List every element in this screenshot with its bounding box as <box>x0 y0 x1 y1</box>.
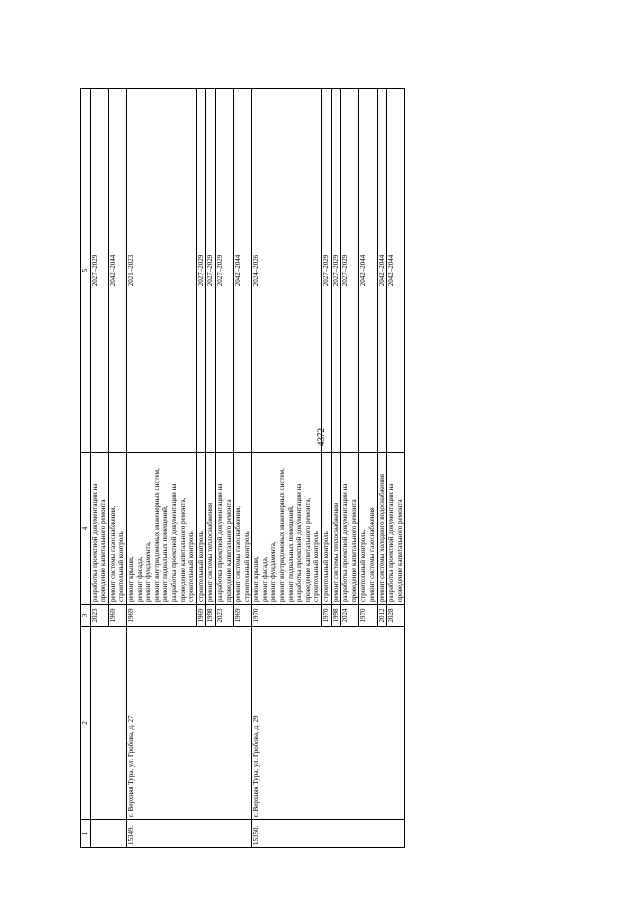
year-cell: 1969 <box>196 605 206 627</box>
work-cell <box>341 453 359 605</box>
period-cell: 2042–2044 <box>377 89 387 453</box>
year-cell: 2012 <box>377 605 387 627</box>
work-line: ремонт системы холодного водоснабжения <box>377 474 386 602</box>
work-cell <box>331 453 341 605</box>
period-cell: 2027–2029 <box>206 89 216 453</box>
work-line: разработка проектной документации на <box>169 483 178 602</box>
period-cell: 2024–2026 <box>252 89 322 453</box>
work-cell <box>90 453 108 605</box>
table-row <box>126 89 196 848</box>
work-line: ремонт внутридомовых инженерных систем, <box>152 468 161 602</box>
work-line: строительный контроль <box>242 531 251 602</box>
period-cell: 2042–2044 <box>234 89 252 453</box>
work-line: ремонт фасада, <box>260 556 269 602</box>
table-row <box>90 89 108 848</box>
address-cell: г. Верхняя Тура, ул. Гробова, д. 29 <box>252 627 405 820</box>
header-col-2: 2 <box>81 627 91 820</box>
year-cell: 1969 <box>234 605 252 627</box>
work-cell <box>359 453 377 605</box>
year-cell: 2023 <box>215 605 233 627</box>
work-line: ремонт системы теплоснабжения <box>206 502 215 602</box>
work-cell <box>252 453 322 605</box>
year-cell: 2028 <box>387 605 405 627</box>
work-line: проведение капитального ремонта <box>395 499 404 602</box>
year-cell: 2024 <box>341 605 359 627</box>
work-cell <box>126 453 196 605</box>
work-line: ремонт фасада, <box>135 556 144 602</box>
address-cell: г. Верхняя Тура, ул. Гробова, д. 27 <box>126 627 251 820</box>
work-line: ремонт крыши, <box>252 556 261 602</box>
work-line: ремонт внутридомовых инженерных систем, <box>278 468 287 602</box>
work-line: ремонт крыши, <box>126 556 135 602</box>
year-cell: 1970 <box>322 605 332 627</box>
work-line: проведение капитального ремонта <box>224 499 233 602</box>
header-col-3: 3 <box>81 605 91 627</box>
period-cell: 2027–2029 <box>322 89 332 453</box>
work-line: строительный контроль <box>117 531 126 602</box>
work-line: строительный контроль <box>187 531 196 602</box>
period-cell: 2027–2029 <box>196 89 206 453</box>
address-cell <box>90 627 126 820</box>
period-cell: 2027–2029 <box>90 89 108 453</box>
period-cell: 2027–2029 <box>341 89 359 453</box>
work-line: ремонт системы газоснабжения, <box>234 505 243 602</box>
header-col-5: 5 <box>81 89 91 453</box>
work-cell <box>234 453 252 605</box>
work-line: ремонт системы теплоснабжения <box>331 502 340 602</box>
work-line: ремонт подвальных помещений, <box>286 505 295 602</box>
year-cell: 1970 <box>252 605 322 627</box>
work-cell <box>215 453 233 605</box>
work-line: строительный контроль <box>196 531 205 602</box>
year-cell: 1970 <box>359 605 377 627</box>
year-cell: 2023 <box>90 605 108 627</box>
header-col-1: 1 <box>81 820 91 848</box>
work-line: проведение капитального ремонта, <box>303 497 312 602</box>
period-cell: 2042–2044 <box>108 89 126 453</box>
work-line: ремонт системы газоснабжения <box>368 507 376 602</box>
period-cell: 2042–2044 <box>359 89 377 453</box>
capital-repair-table <box>80 88 405 848</box>
work-cell <box>196 453 206 605</box>
year-cell: 1998 <box>206 605 216 627</box>
number-cell: 15349. <box>126 820 251 848</box>
work-cell <box>206 453 216 605</box>
work-cell <box>377 453 387 605</box>
table-row <box>252 89 322 848</box>
work-cell <box>108 453 126 605</box>
work-line: проведение капитального ремонта <box>349 499 358 602</box>
work-line: разработка проектной документации на <box>341 483 350 602</box>
work-cell <box>387 453 405 605</box>
work-line: ремонт фундамента, <box>269 541 278 602</box>
work-line: ремонт системы газоснабжения, <box>108 505 117 602</box>
year-cell: 1969 <box>126 605 196 627</box>
rotated-table-container <box>80 88 520 848</box>
work-line: проведение капитального ремонта, <box>178 497 187 602</box>
period-cell: 2042–2044 <box>387 89 405 453</box>
header-row <box>81 89 91 848</box>
work-line: разработка проектной документации на <box>387 483 396 602</box>
period-cell: 2021–2023 <box>126 89 196 453</box>
work-line: проведение капитального ремонта <box>99 499 108 602</box>
work-cell <box>322 453 332 605</box>
number-cell: 15350. <box>252 820 405 848</box>
page-number: 4372 <box>316 428 326 446</box>
year-cell: 1969 <box>108 605 126 627</box>
work-line: строительный контроль <box>312 531 321 602</box>
work-line: разработка проектной документации на <box>215 483 224 602</box>
work-line: ремонт фундамента, <box>144 541 153 602</box>
work-line: разработка проектной документации на <box>90 483 99 602</box>
header-col-4: 4 <box>81 453 91 605</box>
work-line: разработка проектной документации на <box>295 483 304 602</box>
year-cell: 1998 <box>331 605 341 627</box>
work-line: строительный контроль <box>322 531 331 602</box>
period-cell: 2027–2029 <box>215 89 233 453</box>
number-cell <box>90 820 126 848</box>
work-line: ремонт подвальных помещений, <box>161 505 170 602</box>
work-line: строительный контроль, <box>359 529 368 602</box>
period-cell: 2027–2029 <box>331 89 341 453</box>
